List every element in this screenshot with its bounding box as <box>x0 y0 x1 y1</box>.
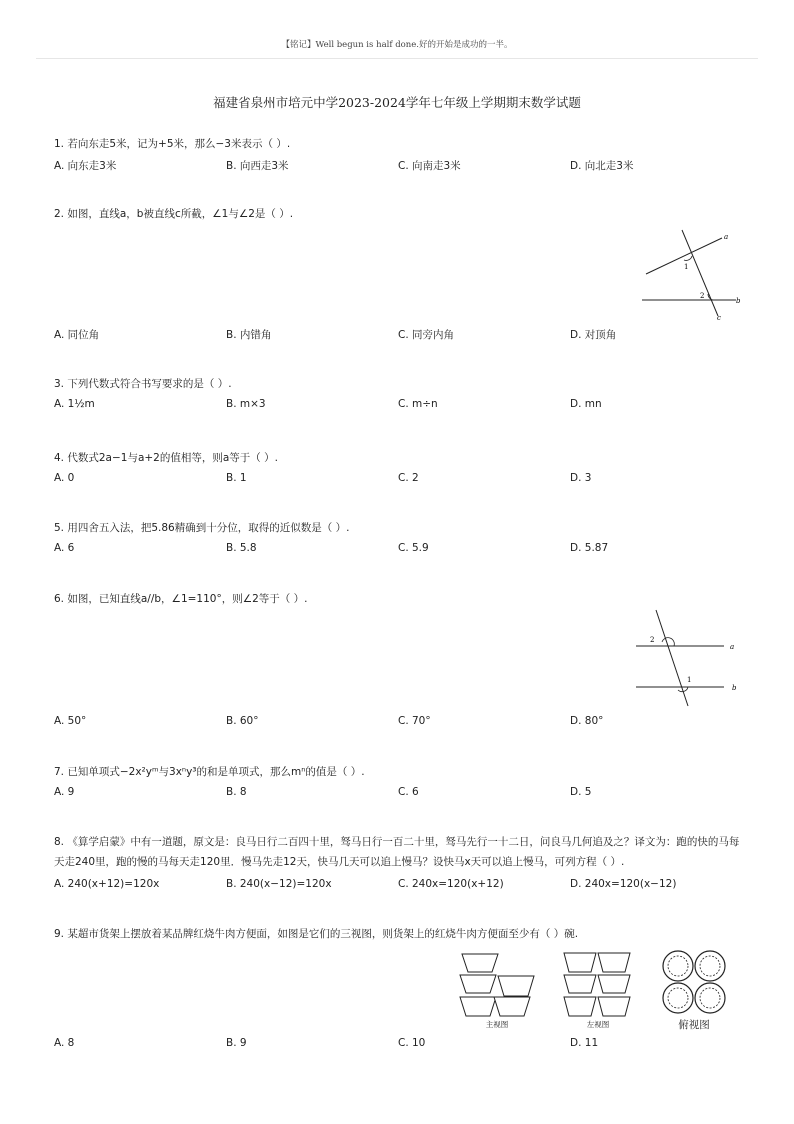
option-b[interactable]: B. 向西走3米 <box>226 160 289 172</box>
caption-front-view: 主视图 <box>485 1020 509 1029</box>
question-options-5 <box>54 542 734 558</box>
question-stem-5: 5. 用四舍五入法，把5.86精确到十分位，取得的近似数是（ ）. <box>54 522 350 534</box>
option-d[interactable]: D. 5.87 <box>570 542 609 554</box>
option-c[interactable]: C. 6 <box>398 786 419 798</box>
page-title: 福建省泉州市培元中学2023-2024学年七年级上学期期末数学试题 <box>213 95 581 110</box>
option-c[interactable]: C. m÷n <box>398 398 438 410</box>
option-c[interactable]: C. 240x=120(x+12) <box>398 878 504 890</box>
option-a[interactable]: A. 50° <box>54 715 87 727</box>
option-d[interactable]: D. 5 <box>570 786 592 798</box>
option-a[interactable]: A. 0 <box>54 472 75 484</box>
label-a: a <box>724 233 729 241</box>
question-stem-2: 2. 如图，直线a，b被直线c所截，∠1与∠2是（ ）. <box>54 208 294 220</box>
option-d[interactable]: D. 11 <box>570 1037 599 1049</box>
option-b[interactable]: B. 内错角 <box>226 329 272 341</box>
question-stem-4: 4. 代数式2a−1与a+2的值相等，则a等于（ ）. <box>54 452 278 464</box>
page-header-motto: 【铭记】Well begun is half done.好的开始是成功的一半。 <box>281 40 513 50</box>
question-stem-8: 8. 《算学启蒙》中有一道题，原文是：良马日行二百四十里，驽马日行一百二十里，驽马先行一十二日，问良马几何追及之？译文为：跑的快的马每天走240里，跑的慢的马每天走120里．慢马先走12天，快马几天可以追上慢马？设快马x天可以追上慢马，可列方程（ ）. <box>54 836 740 868</box>
option-d[interactable]: D. 80° <box>570 715 604 727</box>
question-options-9 <box>54 1037 734 1053</box>
caption-top-view: 俯视图 <box>678 1019 710 1031</box>
option-a[interactable]: A. 8 <box>54 1037 75 1049</box>
question-options-7 <box>54 786 734 802</box>
question-options-8 <box>54 878 734 894</box>
figure-q9-side-view <box>560 950 636 1020</box>
option-a[interactable]: A. 240(x+12)=120x <box>54 878 160 890</box>
figure-q6-parallel-lines <box>630 606 746 710</box>
question-options-4 <box>54 472 734 488</box>
question-options-6 <box>54 715 734 731</box>
option-a[interactable]: A. 1½m <box>54 398 95 410</box>
question-stem-3: 3. 下列代数式符合书写要求的是（ ）. <box>54 378 232 390</box>
option-c[interactable]: C. 10 <box>398 1037 426 1049</box>
option-b[interactable]: B. 1 <box>226 472 247 484</box>
caption-side-view: 左视图 <box>586 1020 610 1029</box>
figure-q2-transversal <box>636 222 746 322</box>
option-c[interactable]: C. 70° <box>398 715 431 727</box>
option-b[interactable]: B. 60° <box>226 715 259 727</box>
label-angle-2: 2 <box>700 292 705 300</box>
question-stem-1: 1. 若向东走5米，记为+5米，那么−3米表示（ ）. <box>54 138 291 150</box>
option-d[interactable]: D. 3 <box>570 472 592 484</box>
figure-q9-front-view <box>458 950 536 1020</box>
label-b: b <box>736 297 741 305</box>
question-options-3 <box>54 398 734 414</box>
figure-q9-top-view <box>660 948 728 1018</box>
question-options-2 <box>54 327 734 343</box>
option-d[interactable]: D. 向北走3米 <box>570 160 634 172</box>
label-angle-1: 1 <box>684 263 689 271</box>
option-a[interactable]: A. 向东走3米 <box>54 160 117 172</box>
option-d[interactable]: D. mn <box>570 398 602 410</box>
option-c[interactable]: C. 2 <box>398 472 419 484</box>
option-d[interactable]: D. 对顶角 <box>570 329 617 341</box>
option-a[interactable]: A. 6 <box>54 542 75 554</box>
option-b[interactable]: B. 5.8 <box>226 542 257 554</box>
option-b[interactable]: B. 8 <box>226 786 247 798</box>
option-a[interactable]: A. 9 <box>54 786 75 798</box>
option-a[interactable]: A. 同位角 <box>54 329 100 341</box>
question-options-1 <box>54 158 734 174</box>
option-d[interactable]: D. 240x=120(x−12) <box>570 878 677 890</box>
option-c[interactable]: C. 向南走3米 <box>398 160 461 172</box>
label-b: b <box>732 684 737 692</box>
option-b[interactable]: B. 240(x−12)=120x <box>226 878 332 890</box>
question-stem-7: 7. 已知单项式−2x²yᵐ与3xⁿy³的和是单项式，那么mⁿ的值是（ ）. <box>54 766 365 778</box>
label-a: a <box>730 643 735 651</box>
option-c[interactable]: C. 同旁内角 <box>398 329 455 341</box>
label-c: c <box>717 314 721 322</box>
question-stem-9: 9. 某超市货架上摆放着某品牌红烧牛肉方便面，如图是它们的三视图，则货架上的红烧牛肉方便面至少有（ ）碗. <box>54 928 579 940</box>
option-c[interactable]: C. 5.9 <box>398 542 429 554</box>
question-stem-6: 6. 如图，已知直线a//b，∠1=110°，则∠2等于（ ）. <box>54 593 308 605</box>
label-angle-2: 2 <box>650 636 655 644</box>
label-angle-1: 1 <box>687 676 692 684</box>
option-b[interactable]: B. m×3 <box>226 398 266 410</box>
option-b[interactable]: B. 9 <box>226 1037 247 1049</box>
header-divider <box>36 58 758 59</box>
